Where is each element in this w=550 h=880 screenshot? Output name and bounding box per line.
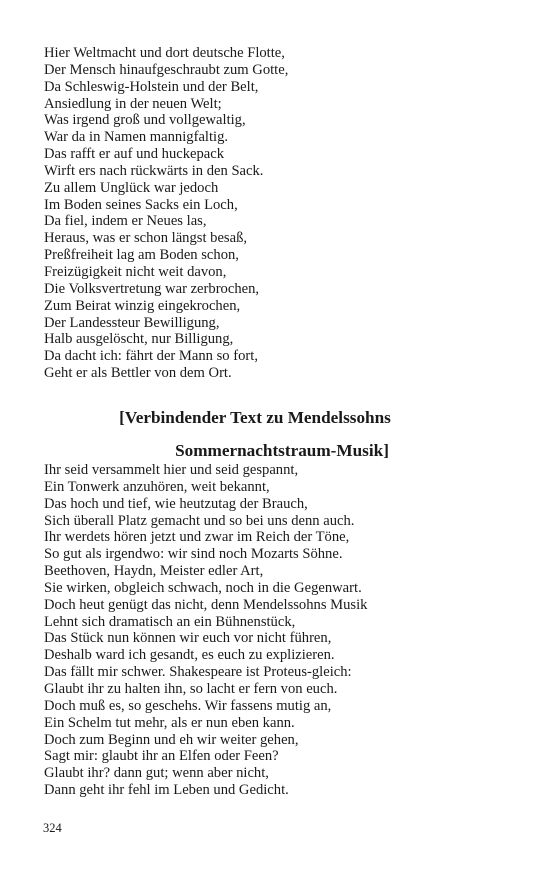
- poem-line: War da in Namen mannigfaltig.: [44, 129, 229, 146]
- section-heading-line-2: Sommernachtstraum-Musik]: [175, 441, 389, 460]
- poem-line: Ihr seid versammelt hier und seid gespannt,: [44, 462, 299, 478]
- poem-line: Sich überall Platz gemacht und so bei uns denn auch.: [44, 512, 355, 529]
- poem-line: Beethoven, Haydn, Meister edler Art,: [44, 563, 264, 580]
- poem-line: Ihr werdets hören jetzt und zwar im Reich der Töne,: [44, 529, 350, 546]
- poem-line: Lehnt sich dramatisch an ein Bühnenstück,: [44, 613, 296, 630]
- poem-line: Doch zum Beginn und eh wir weiter gehen,: [44, 731, 299, 748]
- poem-line: Zu allem Unglück war jedoch: [44, 179, 219, 196]
- poem-line: Ein Tonwerk anzuhören, weit bekannt,: [44, 478, 270, 495]
- poem-line: So gut als irgendwo: wir sind noch Mozarts Söhne.: [44, 546, 343, 563]
- poem-stanza-2: [44, 462, 514, 799]
- poem-line: Dann geht ihr fehl im Leben und Gedicht.: [44, 782, 289, 799]
- poem-line: Deshalb ward ich gesandt, es euch zu explizieren.: [44, 647, 335, 664]
- page-number: 324: [43, 821, 62, 835]
- poem-line: Was irgend groß und vollgewaltig,: [44, 112, 246, 129]
- poem-line: Doch heut genügt das nicht, denn Mendelssohns Musik: [44, 596, 368, 613]
- poem-stanza-1: [44, 45, 514, 382]
- poem-line: Ansiedlung in der neuen Welt;: [44, 95, 222, 112]
- section-heading-line-1: [Verbindender Text zu Mendelssohns: [119, 408, 391, 427]
- poem-line: Glaubt ihr? dann gut; wenn aber nicht,: [44, 765, 269, 782]
- poem-line: Da Schleswig-Holstein und der Belt,: [44, 78, 259, 95]
- poem-line: Im Boden seines Sacks ein Loch,: [44, 196, 238, 213]
- poem-line: Geht er als Bettler von dem Ort.: [44, 365, 232, 382]
- poem-line: Der Mensch hinaufgeschraubt zum Gotte,: [44, 61, 289, 78]
- poem-line: Halb ausgelöscht, nur Billigung,: [44, 331, 234, 348]
- poem-line: Heraus, was er schon längst besaß,: [44, 230, 248, 247]
- poem-line: Glaubt ihr zu halten ihn, so lacht er fern von euch.: [44, 680, 338, 697]
- poem-line: Das rafft er auf und huckepack: [44, 146, 225, 163]
- poem-line: Das fällt mir schwer. Shakespeare ist Proteus-gleich:: [44, 664, 352, 681]
- poem-line: Hier Weltmacht und dort deutsche Flotte,: [44, 45, 285, 61]
- poem-line: Freizügigkeit nicht weit davon,: [44, 263, 227, 280]
- poem-line: Da fiel, indem er Neues las,: [44, 213, 207, 230]
- poem-line: Zum Beirat winzig eingekrochen,: [44, 297, 241, 314]
- poem-line: Preßfreiheit lag am Boden schon,: [44, 247, 239, 264]
- poem-line: Wirft ers nach rückwärts in den Sack.: [44, 162, 264, 179]
- poem-line: Sagt mir: glaubt ihr an Elfen oder Feen?: [44, 748, 279, 765]
- poem-line: Das Stück nun können wir euch vor nicht führen,: [44, 630, 332, 647]
- poem-line: Doch muß es, so geschehs. Wir fassens mutig an,: [44, 697, 332, 714]
- poem-line: Der Landessteur Bewilligung,: [44, 314, 220, 331]
- poem-line: Sie wirken, obgleich schwach, noch in die Gegenwart.: [44, 579, 362, 596]
- poem-line: Ein Schelm tut mehr, als er nun eben kann.: [44, 714, 295, 731]
- poem-line: Da dacht ich: fährt der Mann so fort,: [44, 348, 258, 365]
- poem-line: Die Volksvertretung war zerbrochen,: [44, 280, 260, 297]
- poem-line: Das hoch und tief, wie heutzutag der Brauch,: [44, 495, 308, 512]
